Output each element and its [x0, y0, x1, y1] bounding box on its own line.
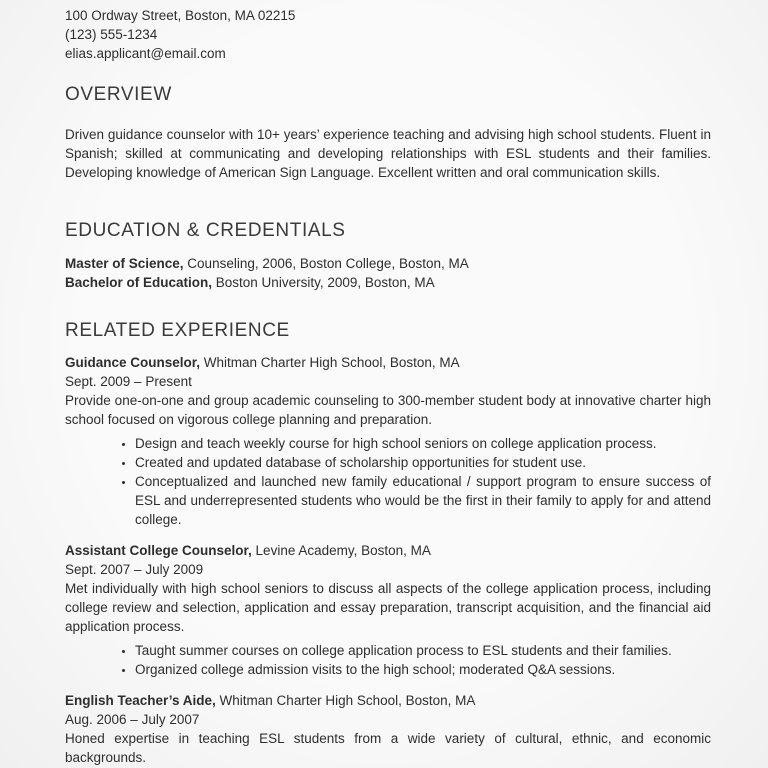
degree-detail: Boston University, 2009, Boston, MA	[212, 275, 435, 290]
job-title-line	[65, 541, 711, 560]
degree-detail: Counseling, 2006, Boston College, Boston, MA	[183, 256, 469, 271]
job-bullet: • Taught summer courses on college application process to ESL students and their families.	[135, 641, 711, 660]
contact-phone: (123) 555-1234	[65, 27, 158, 42]
section-overview	[65, 83, 711, 182]
job-org: Levine Academy, Boston, MA	[251, 543, 431, 558]
section-education	[65, 219, 711, 292]
job-org: Whitman Charter High School, Boston, MA	[200, 355, 460, 370]
job-bullet: • Conceptualized and launched new family educational / support program to ensure success of ESL and underrepresented students who would be the first in their family to apply for and attend college.	[135, 472, 711, 529]
job-org: Whitman Charter High School, Boston, MA	[215, 693, 476, 708]
job-dates: Sept. 2007 – July 2009	[65, 562, 204, 577]
job-title: Assistant College Counselor,	[65, 543, 252, 558]
degree-line	[65, 254, 711, 273]
job-bullet: • Created and updated database of scholarship opportunities for student use.	[135, 453, 711, 472]
education-heading: EDUCATION & CREDENTIALS	[65, 220, 346, 241]
contact-email: elias.applicant@email.com	[65, 46, 226, 61]
job-title: English Teacher’s Aide,	[65, 693, 216, 708]
resume-page	[65, 6, 711, 767]
overview-body: Driven guidance counselor with 10+ years’ experience teaching and advising high school students. Fluent in Spanish; skilled at communicating and developing relationships with ESL students and their families. Developing knowledge of American Sign Language. Excellent written and oral communication skills.	[65, 127, 711, 180]
job-summary: Honed expertise in teaching ESL students from a wide variety of cultural, ethnic, and economic backgrounds.	[65, 731, 711, 765]
contact-block	[65, 6, 711, 63]
job-bullet-list	[65, 641, 711, 679]
job-dates: Sept. 2009 – Present	[65, 374, 192, 389]
job-title-line	[65, 353, 711, 372]
job-dates: Aug. 2006 – July 2007	[65, 712, 200, 727]
job-bullet: • Organized college admission visits to the high school; moderated Q&A sessions.	[135, 660, 711, 679]
degree-title: Bachelor of Education,	[65, 275, 213, 290]
job-summary: Provide one-on-one and group academic counseling to 300-member student body at innovative charter high school focused on vigorous college planning and preparation.	[65, 393, 711, 427]
section-experience	[65, 319, 711, 767]
contact-address: 100 Ordway Street, Boston, MA 02215	[65, 8, 296, 23]
job-bullet: • Design and teach weekly course for high school seniors on college application process.	[135, 434, 711, 453]
degree-title: Master of Science,	[65, 256, 184, 271]
overview-heading: OVERVIEW	[65, 84, 172, 105]
job-entry	[65, 353, 711, 529]
job-title: Guidance Counselor,	[65, 355, 201, 370]
job-entry	[65, 541, 711, 679]
job-entry	[65, 691, 711, 767]
degree-line	[65, 273, 711, 292]
experience-heading: RELATED EXPERIENCE	[65, 320, 290, 341]
job-title-line	[65, 691, 711, 710]
job-summary: Met individually with high school seniors to discuss all aspects of the college application process, including college review and selection, application and essay preparation, transcript acquisition, and the financial aid application process.	[65, 581, 711, 634]
job-bullet-list	[65, 434, 711, 529]
